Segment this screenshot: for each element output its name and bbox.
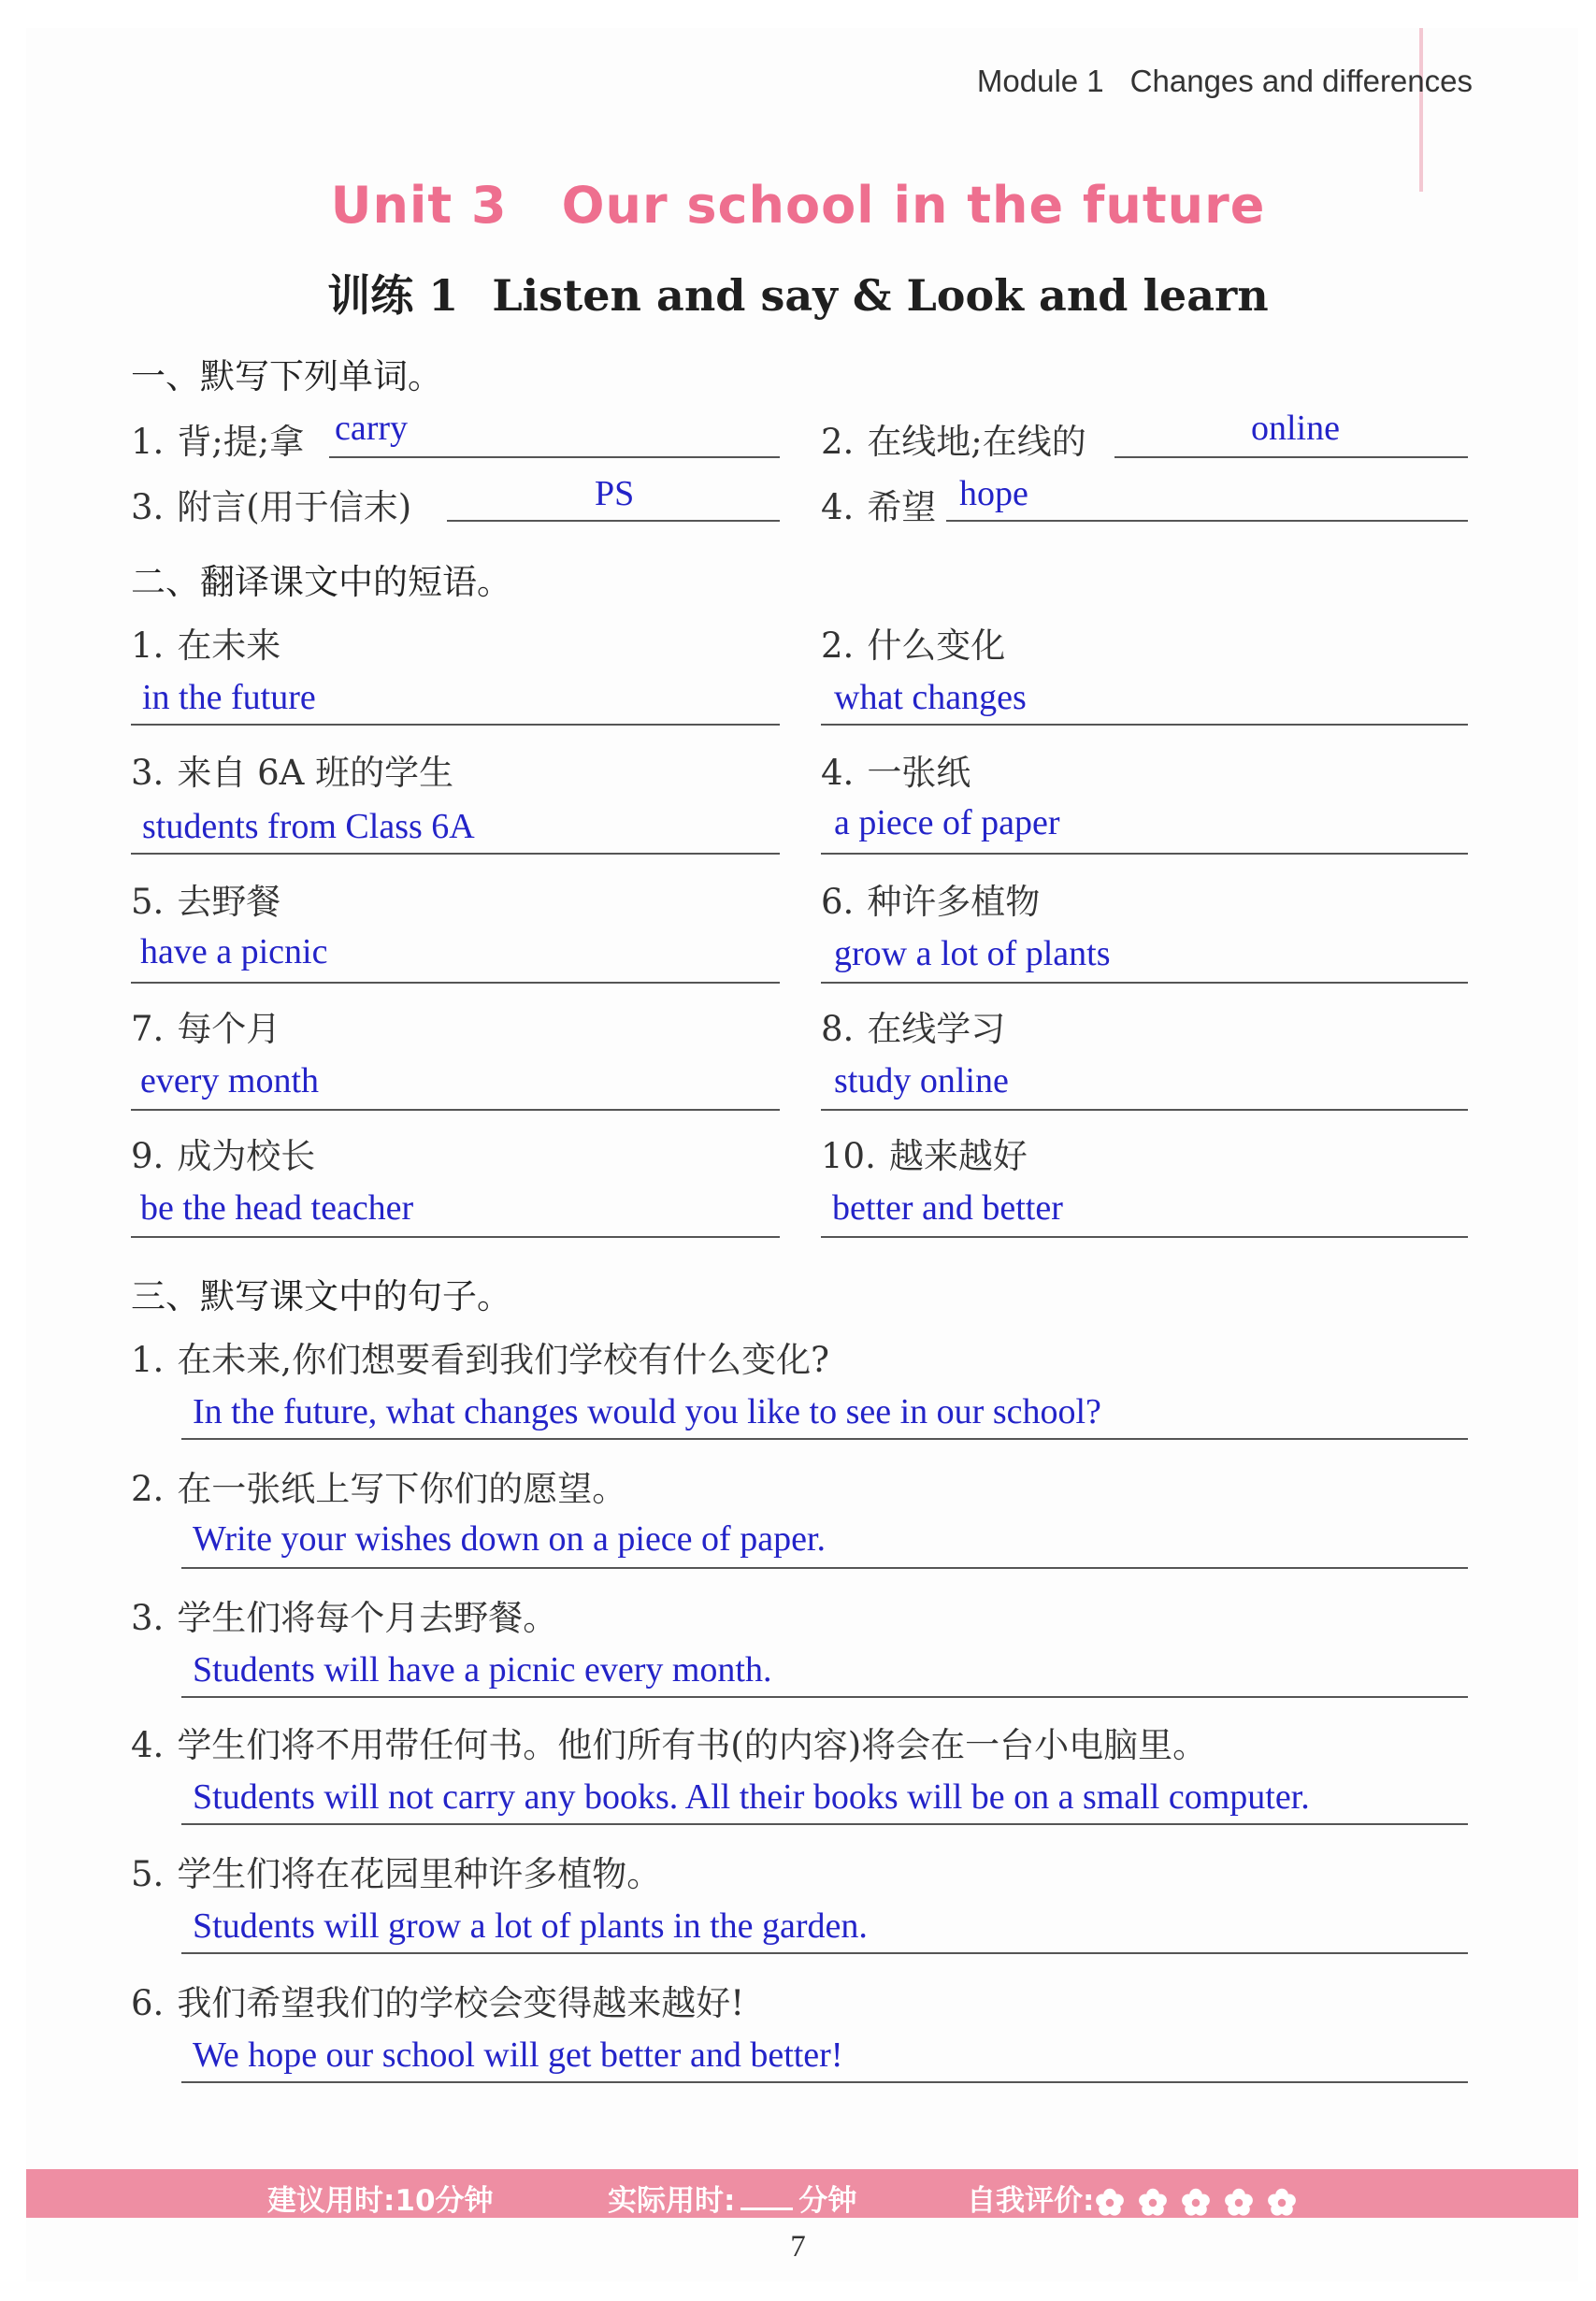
- s1-q3-answer[interactable]: PS: [595, 474, 635, 513]
- s1-q2-answer[interactable]: online: [1251, 409, 1340, 448]
- answer-line: [447, 520, 780, 522]
- flower-icon[interactable]: [1180, 2187, 1212, 2219]
- time-rating-bar: [26, 2169, 1578, 2218]
- s3-q3-prompt: 3. 学生们将每个月去野餐。: [131, 1598, 558, 1638]
- answer-line: [181, 1567, 1468, 1569]
- answer-line: [131, 1236, 780, 1238]
- s2-q2-prompt: 2. 什么变化: [821, 626, 1006, 666]
- s2-q5-prompt: 5. 去野餐: [131, 882, 281, 922]
- s2-q7-prompt: 7. 每个月: [131, 1009, 281, 1049]
- s1-q4-prompt: 4. 希望: [821, 487, 937, 527]
- s2-q1-answer[interactable]: in the future: [142, 678, 316, 717]
- self-evaluation: 自我评价:: [967, 2177, 1309, 2219]
- s3-q4-prompt: 4. 学生们将不用带任何书。他们所有书(的内容)将会在一台小电脑里。: [131, 1725, 1208, 1765]
- running-header: [977, 64, 1473, 99]
- s3-q2-prompt: 2. 在一张纸上写下你们的愿望。: [131, 1469, 627, 1509]
- s2-q6-prompt: 6. 种许多植物: [821, 882, 1041, 922]
- s3-q5-prompt: 5. 学生们将在花园里种许多植物。: [131, 1854, 662, 1894]
- s2-q1-prompt: 1. 在未来: [131, 626, 281, 666]
- s3-q1-answer[interactable]: In the future, what changes would you like to see in our school?: [193, 1392, 1101, 1431]
- answer-line: [131, 1109, 780, 1111]
- s3-q5-answer[interactable]: Students will grow a lot of plants in the garden.: [193, 1906, 868, 1946]
- s1-q1-prompt: 1. 背;提;拿: [131, 422, 305, 462]
- s2-q3-prompt: 3. 来自 6A 班的学生: [131, 753, 454, 793]
- module-label: Module 1: [976, 64, 1104, 98]
- s3-q6-answer[interactable]: We hope our school will get better and better!: [193, 2035, 843, 2075]
- lesson-title: [0, 262, 1596, 324]
- s2-q6-answer[interactable]: grow a lot of plants: [834, 934, 1111, 973]
- answer-line: [821, 853, 1468, 855]
- answer-line: [181, 1438, 1468, 1440]
- actual-time-blank[interactable]: [740, 2183, 793, 2210]
- flower-icon[interactable]: [1223, 2187, 1255, 2219]
- answer-line: [181, 1823, 1468, 1825]
- module-topic: Changes and differences: [1129, 64, 1473, 98]
- answer-line: [131, 853, 780, 855]
- suggested-time: 建议用时:10分钟: [267, 2184, 494, 2218]
- section-1-title: 一、默写下列单词。: [131, 356, 442, 396]
- s2-q10-answer[interactable]: better and better: [832, 1188, 1063, 1228]
- s3-q2-answer[interactable]: Write your wishes down on a piece of paper.: [193, 1519, 826, 1559]
- answer-line: [946, 520, 1468, 522]
- unit-number: Unit 3: [330, 176, 508, 235]
- s2-q4-prompt: 4. 一张纸: [821, 753, 971, 793]
- s2-q7-answer[interactable]: every month: [140, 1061, 320, 1100]
- answer-line: [821, 1236, 1468, 1238]
- lesson-name: Listen and say & Look and learn: [492, 270, 1269, 321]
- s1-q3-prompt: 3. 附言(用于信末): [131, 487, 412, 527]
- s2-q10-prompt: 10. 越来越好: [821, 1136, 1028, 1176]
- s2-q8-answer[interactable]: study online: [834, 1061, 1009, 1100]
- answer-line: [329, 456, 780, 458]
- s3-q3-answer[interactable]: Students will have a picnic every month.: [193, 1650, 772, 1690]
- drill-label: 训练 1: [327, 270, 459, 321]
- answer-line: [181, 1696, 1468, 1698]
- flower-icon[interactable]: [1266, 2187, 1298, 2219]
- header-accent-bar: [1419, 28, 1423, 192]
- unit-title: [0, 176, 1596, 235]
- s1-q1-answer[interactable]: carry: [335, 409, 409, 448]
- answer-line: [821, 724, 1468, 726]
- section-3-title: 三、默写课文中的句子。: [131, 1276, 511, 1316]
- answer-line: [181, 2081, 1468, 2083]
- rating-flowers[interactable]: [1094, 2184, 1309, 2218]
- s2-q4-answer[interactable]: a piece of paper: [834, 803, 1060, 842]
- s3-q4-answer[interactable]: Students will not carry any books. All their books will be on a small computer.: [193, 1777, 1310, 1817]
- s2-q2-answer[interactable]: what changes: [834, 678, 1027, 717]
- flower-icon[interactable]: [1137, 2187, 1169, 2219]
- s2-q9-prompt: 9. 成为校长: [131, 1136, 316, 1176]
- answer-line: [1114, 456, 1468, 458]
- answer-line: [821, 982, 1468, 984]
- s2-q9-answer[interactable]: be the head teacher: [140, 1188, 414, 1228]
- s2-q5-answer[interactable]: have a picnic: [140, 932, 328, 971]
- unit-name: Our school in the future: [561, 176, 1266, 235]
- section-2-title: 二、翻译课文中的短语。: [131, 562, 511, 602]
- flower-icon[interactable]: [1094, 2187, 1126, 2219]
- s2-q8-prompt: 8. 在线学习: [821, 1009, 1006, 1049]
- s3-q6-prompt: 6. 我们希望我们的学校会变得越来越好!: [131, 1983, 745, 2023]
- page-number: 7: [790, 2230, 806, 2264]
- actual-time: 实际用时: 分钟: [608, 2184, 857, 2218]
- answer-line: [131, 982, 780, 984]
- answer-line: [821, 1109, 1468, 1111]
- answer-line: [181, 1952, 1468, 1954]
- s2-q3-answer[interactable]: students from Class 6A: [142, 807, 475, 846]
- s1-q2-prompt: 2. 在线地;在线的: [821, 422, 1086, 462]
- s3-q1-prompt: 1. 在未来,你们想要看到我们学校有什么变化?: [131, 1340, 829, 1380]
- s1-q4-answer[interactable]: hope: [959, 474, 1028, 513]
- answer-line: [131, 724, 780, 726]
